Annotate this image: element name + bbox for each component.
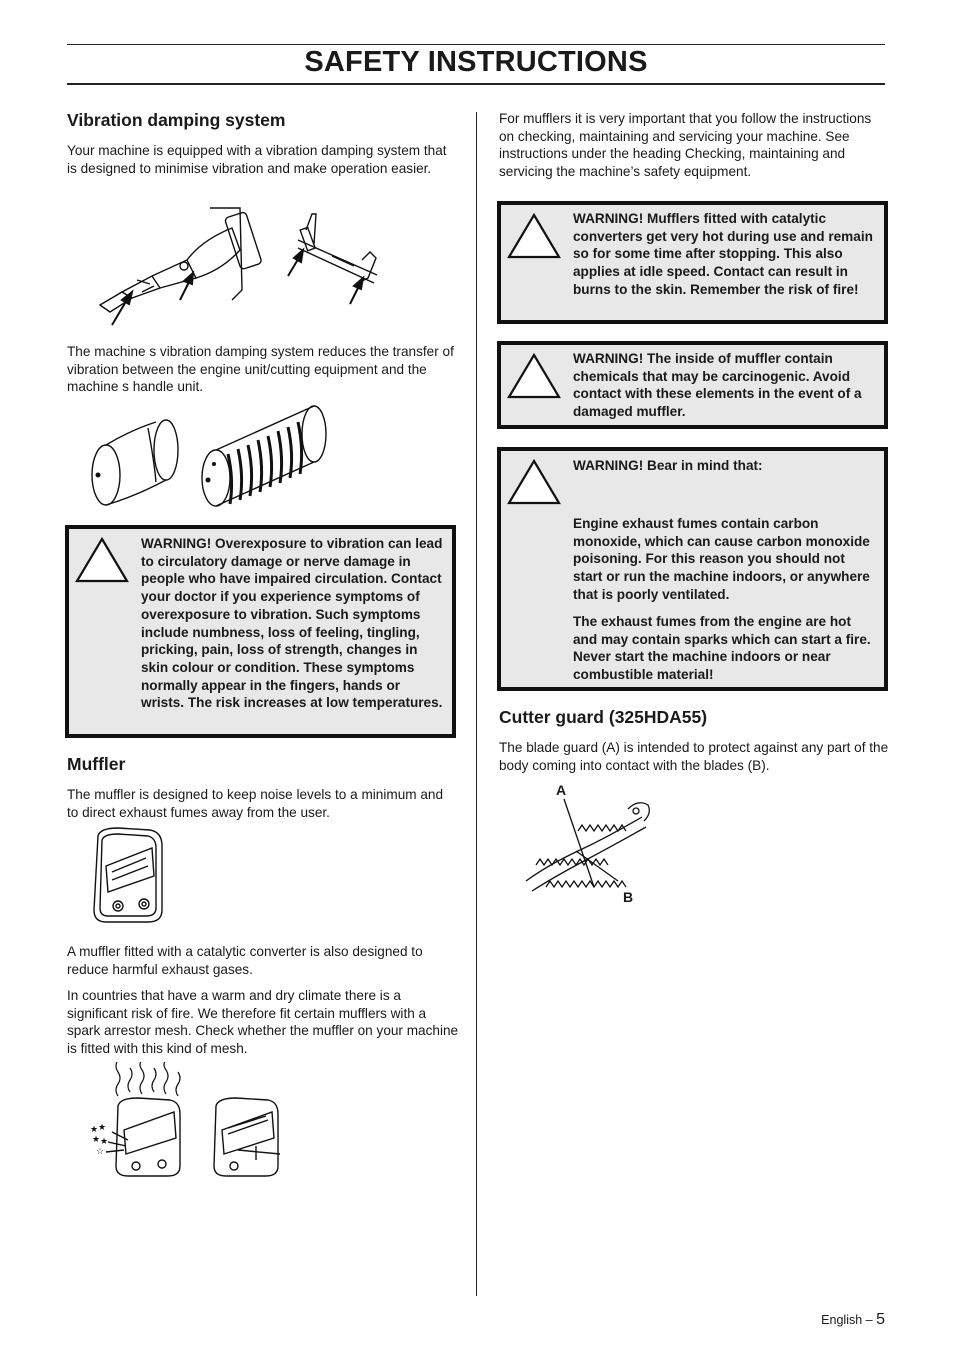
- warning-triangle-icon: [506, 211, 562, 261]
- warning-carcinogenic-text: WARNING! The inside of muffler contain chemicals that may be carcinogenic. Avoid contact with these elements in the event of a damaged muffler.: [573, 351, 862, 420]
- spark-arrestor-illustration: [88, 1062, 288, 1180]
- muffler-intro: The muffler is designed to keep noise levels to a minimum and to direct exhaust fumes away from the user.: [67, 787, 444, 820]
- column-divider: [476, 112, 477, 1296]
- warning-exhaust-para2: The exhaust fumes from the engine are hot and may contain sparks which can start a fire. Never start the machine indoors or near combustible material!: [573, 614, 871, 683]
- muffler-illustration: [88, 826, 168, 926]
- muffler-heading: Muffler: [67, 754, 126, 774]
- vibration-para2: The machine s vibration damping system reduces the transfer of vibration between the engine unit/cutting equipment and the machine s handle unit.: [67, 344, 454, 395]
- warning-box-exhaust: [497, 447, 888, 691]
- warning-triangle-icon: [506, 457, 562, 507]
- footer-language: English: [821, 1313, 863, 1327]
- label-b: B: [623, 889, 634, 905]
- svg-text:☆: ☆: [96, 1147, 105, 1157]
- warning-triangle-icon: [74, 535, 130, 585]
- vibration-intro: Your machine is equipped with a vibration damping system that is designed to minimise vibration and make operation easier.: [67, 143, 447, 176]
- muffler-para2: A muffler fitted with a catalytic converter is also designed to reduce harmful exhaust gases.: [67, 944, 423, 977]
- vibration-heading: Vibration damping system: [67, 110, 286, 130]
- damping-element-illustration: [86, 400, 336, 510]
- vibration-damper-illustration: [92, 200, 392, 330]
- svg-text:★: ★: [100, 1137, 109, 1147]
- page-title: SAFETY INSTRUCTIONS: [304, 46, 648, 78]
- svg-text:★: ★: [92, 1135, 101, 1145]
- warning-box-vibration: [65, 525, 456, 738]
- svg-text:★: ★: [90, 1125, 99, 1135]
- warning-exhaust-para1: Engine exhaust fumes contain carbon monoxide, which can cause carbon monoxide poisoning. For this reason you should not start or run the machine indoors, or anywhere that is poorly ventilated.: [573, 516, 870, 602]
- page-footer: [821, 1311, 885, 1329]
- warning-box-catalytic: [497, 201, 888, 324]
- page-header: [67, 44, 885, 85]
- page-number: 5: [876, 1311, 885, 1328]
- cutter-guard-illustration: [518, 795, 658, 895]
- warning-catalytic-text: WARNING! Mufflers fitted with catalytic converters get very hot during use and remain so for some time after stopping. This also applies at idle speed. Contact can result in burns to the skin. Remember the risk of fire!: [573, 211, 873, 297]
- svg-text:★: ★: [98, 1123, 107, 1133]
- warning-vibration-text: WARNING! Overexposure to vibration can lead to circulatory damage or nerve damage in people who have impaired circulation. Contact your doctor if you experience symptoms of overexposure to vibration. Such symptoms include numbness, loss of feeling, tingling, pricking, pain, loss of strength, changes in skin colour or condition. These symptoms normally appear in the fingers, hands or wrists. The risk increases at low temperatures.: [141, 536, 443, 711]
- label-a: A: [556, 782, 567, 798]
- warning-triangle-icon: [506, 351, 562, 401]
- footer-dash: –: [865, 1313, 873, 1327]
- cutter-guard-text: The blade guard (A) is intended to protect against any part of the body coming into contact with the blades (B).: [499, 740, 889, 773]
- warning-exhaust-title: WARNING! Bear in mind that:: [573, 458, 763, 473]
- right-intro: For mufflers it is very important that you follow the instructions on checking, maintaining and servicing your machine. See instructions under the heading Checking, maintaining and servicing the machine’s safety equipment.: [499, 111, 872, 179]
- muffler-para3: In countries that have a warm and dry climate there is a significant risk of fire. We therefore fit certain mufflers with a spark arrestor mesh. Check whether the muffler on your machine is fitted with this kind of mesh.: [67, 988, 459, 1056]
- cutter-guard-heading: Cutter guard (325HDA55): [499, 707, 708, 727]
- warning-box-carcinogenic: [497, 341, 888, 429]
